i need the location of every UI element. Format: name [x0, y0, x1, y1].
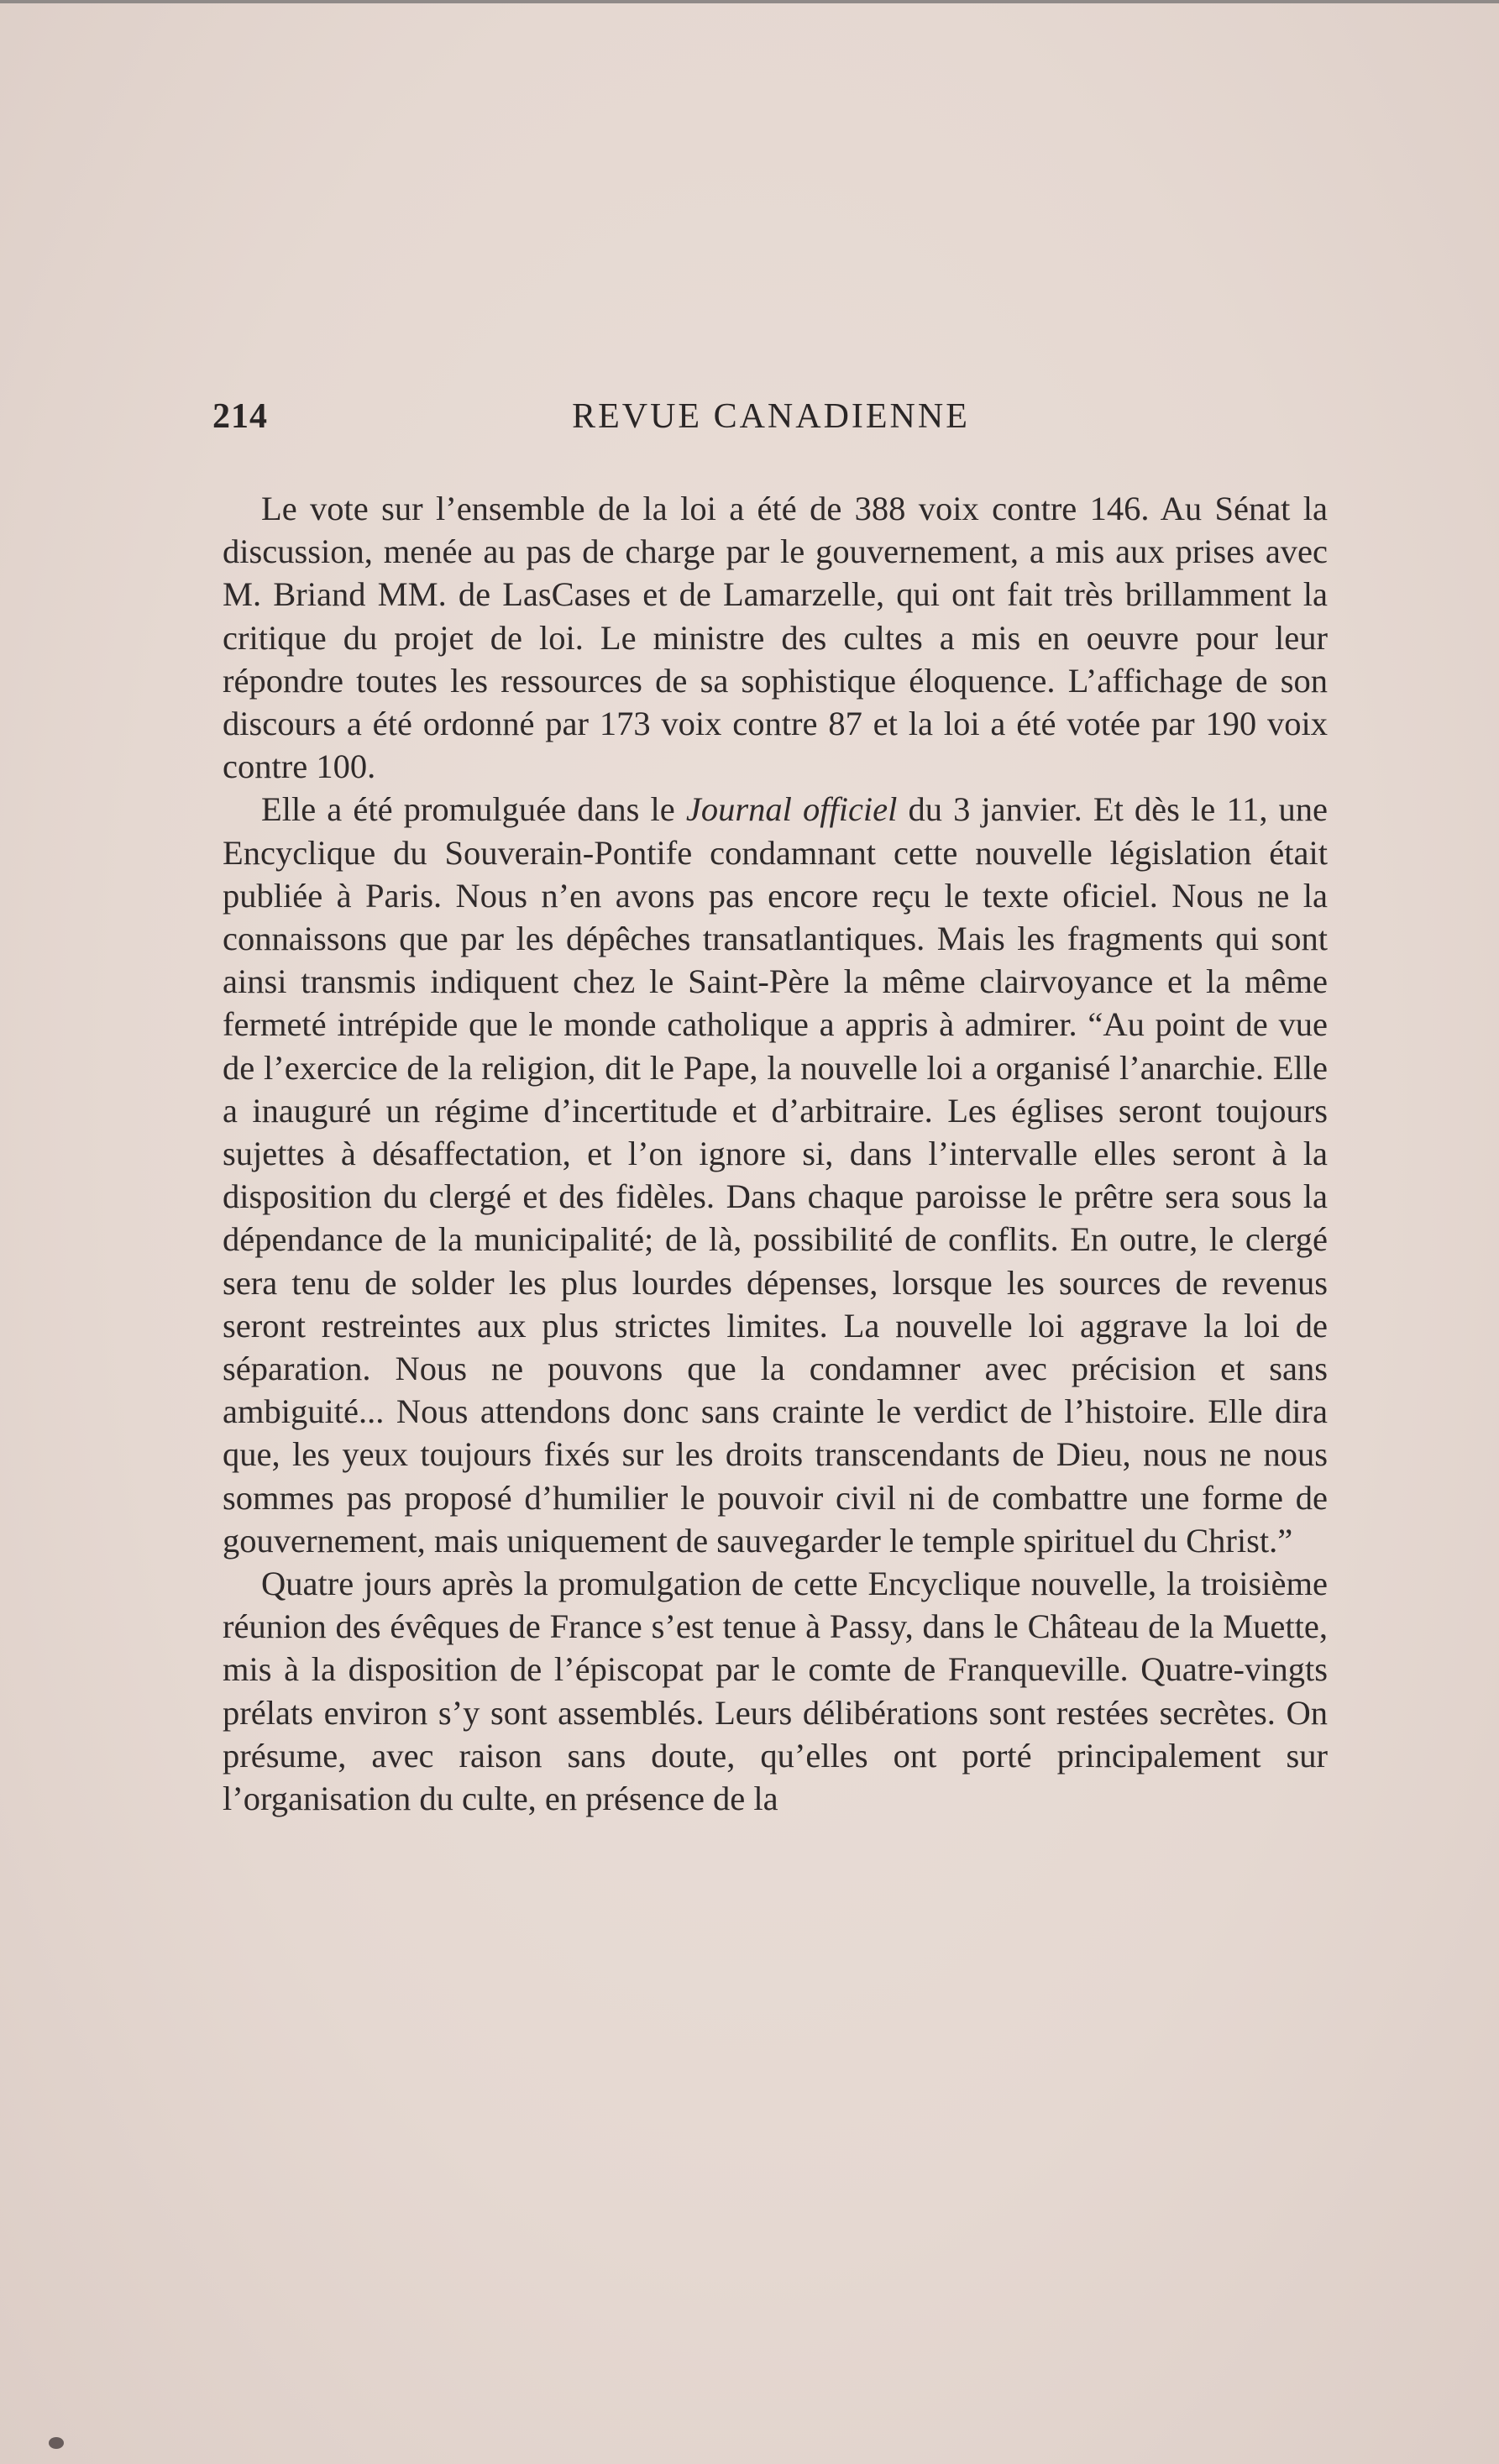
paragraph-2	[223, 788, 1328, 1562]
paragraph-1: Le vote sur l’ensemble de la loi a été de 388 voix contre 146. Au Sénat la discussion, menée au pas de charge par le gouvernement, a mis aux prises avec M. Briand MM. de LasCases et de Lamarzelle, qui ont fait très brillamment la critique du projet de loi. Le ministre des cultes a mis en oeuvre pour leur répondre toutes les ressources de sa sophistique éloquence. L’affichage de son discours a été ordonné par 173 voix contre 87 et la loi a été votée par 190 voix contre 100.	[223, 490, 1328, 786]
paragraph-3: Quatre jours après la promulgation de cette Encyclique nouvelle, la troisième réunion des évêques de France s’est tenue à Passy, dans le Château de la Muette, mis à la disposition de l’épiscopat par le comte de Franqueville. Quatre-vingts prélats environ s’y sont assemblés. Leurs délibérations sont restées secrètes. On présume, avec raison sans doute, qu’elles ont porté principalement sur l’organisation du culte, en présence de la	[223, 1565, 1328, 1818]
page-number: 214	[212, 397, 268, 436]
paragraph-2-rest: du 3 janvier. Et dès le 11, une Encyclique du Souverain-Pontife condamnant cette nouvelle législation était publiée à Paris. Nous n’en avons pas encore reçu le texte oficiel. Nous ne la connaissons que par les dépêches transatlantiques. Mais les fragments qui sont ainsi transmis indiquent chez le Saint-Père la même clairvoyance et la même fermeté intrépide que le monde catholique a appris à admirer. “Au point de vue de l’exercice de la religion, dit le Pape, la nouvelle loi a organisé l’anarchie. Elle a inauguré un régime d’incertitude et d’arbitraire. Les églises seront toujours sujettes à désaffectation, et l’on ignore si, dans l’intervalle elles seront à la disposition du clergé et des fidèles. Dans chaque paroisse le prêtre sera sous la dépendance de la municipalité; de là, possibilité de conflits. En outre, le clergé sera tenu de solder les plus lourdes dépenses, lorsque les sources de revenus seront restreintes aux plus strictes limites. La nouvelle loi aggrave la loi de séparation. Nous ne pouvons que la condamner avec précision et sans ambiguité... Nous attendons donc sans crainte le verdict de l’histoire. Elle dira que, les yeux toujours fixés sur les droits transcendants de Dieu, nous ne nous sommes pas proposé d’humilier le pouvoir civil ni de combattre une forme de gouvernement, mais uniquement de sauvegarder le temple spirituel du Christ.”	[223, 790, 1329, 1560]
paragraph-2-start: Elle a été promulguée dans le	[261, 790, 686, 829]
running-title: REVUE CANADIENNE	[572, 397, 970, 436]
scan-top-edge	[0, 0, 1499, 3]
page-header	[212, 396, 1329, 447]
journal-title: Journal officiel	[685, 790, 898, 829]
body-text	[223, 487, 1328, 1820]
ink-speck	[49, 2437, 64, 2449]
